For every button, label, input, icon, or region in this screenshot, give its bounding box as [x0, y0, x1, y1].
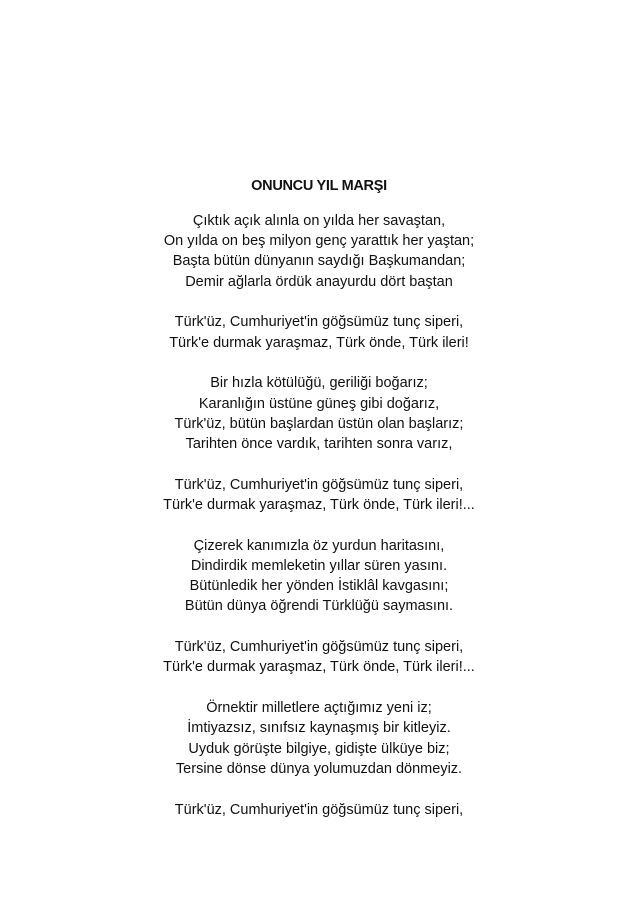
poem-line: İmtiyazsız, sınıfsız kaynaşmış bir kitleyiz.	[187, 720, 451, 737]
poem-line: Türk'üz, Cumhuriyet'in göğsümüz tunç siperi,	[174, 639, 464, 656]
poem-line: On yılda on beş milyon genç yarattık her yaştan;	[163, 233, 475, 250]
poem-line: Örnektir milletlere açtığımız yeni iz;	[206, 700, 432, 717]
poem-stanza	[0, 800, 638, 820]
poem-line: Türk'üz, Cumhuriyet'in göğsümüz tunç siperi,	[174, 476, 464, 493]
poem-line: Türk'e durmak yaraşmaz, Türk önde, Türk ileri!...	[163, 659, 475, 676]
poem-line: Bütünledik her yönden İstiklâl kavgasını;	[189, 578, 449, 595]
poem-line: Türk'üz, bütün başlardan üstün olan başlarız;	[174, 415, 464, 432]
poem-line: Bütün dünya öğrendi Türklüğü saymasını.	[184, 598, 454, 615]
poem-line: Dindirdik memleketin yıllar süren yasını.	[190, 558, 448, 575]
poem-stanza	[0, 475, 638, 515]
poem-line: Başta bütün dünyanın saydığı Başkumandan;	[172, 253, 466, 270]
poem-line: Çıktık açık alınla on yılda her savaştan,	[192, 213, 446, 229]
poem-line: Bir hızla kötülüğü, geriliği boğarız;	[210, 375, 428, 392]
poem-title: ONUNCU YIL MARŞI	[251, 178, 387, 194]
poem-line: Türk'e durmak yaraşmaz, Türk önde, Türk ileri!	[169, 334, 469, 351]
poem-stanza	[0, 536, 638, 617]
poem-stanza	[0, 373, 638, 454]
poem-stanza	[0, 312, 638, 352]
poem-line: Tersine dönse dünya yolumuzdan dönmeyiz.	[175, 760, 463, 777]
poem-line: Türk'üz, Cumhuriyet'in göğsümüz tunç siperi,	[174, 801, 464, 818]
poem-line: Türk'e durmak yaraşmaz, Türk önde, Türk ileri!...	[163, 497, 475, 514]
poem-stanza	[0, 637, 638, 677]
poem-line: Türk'üz, Cumhuriyet'in göğsümüz tunç siperi,	[174, 314, 464, 331]
poem-stanza	[0, 698, 638, 779]
poem-line: Demir ağlarla ördük anayurdu dört baştan	[185, 273, 453, 290]
poem-line: Uyduk görüşte bilgiye, gidişte ülküye biz;	[188, 740, 450, 757]
poem-body	[0, 211, 638, 840]
poem-line: Tarihten önce vardık, tarihten sonra varız,	[185, 436, 453, 453]
poem-line: Karanlığın üstüne güneş gibi doğarız,	[198, 395, 440, 412]
poem-line: Çizerek kanımızla öz yurdun haritasını,	[193, 537, 445, 554]
poem-stanza	[0, 211, 638, 292]
